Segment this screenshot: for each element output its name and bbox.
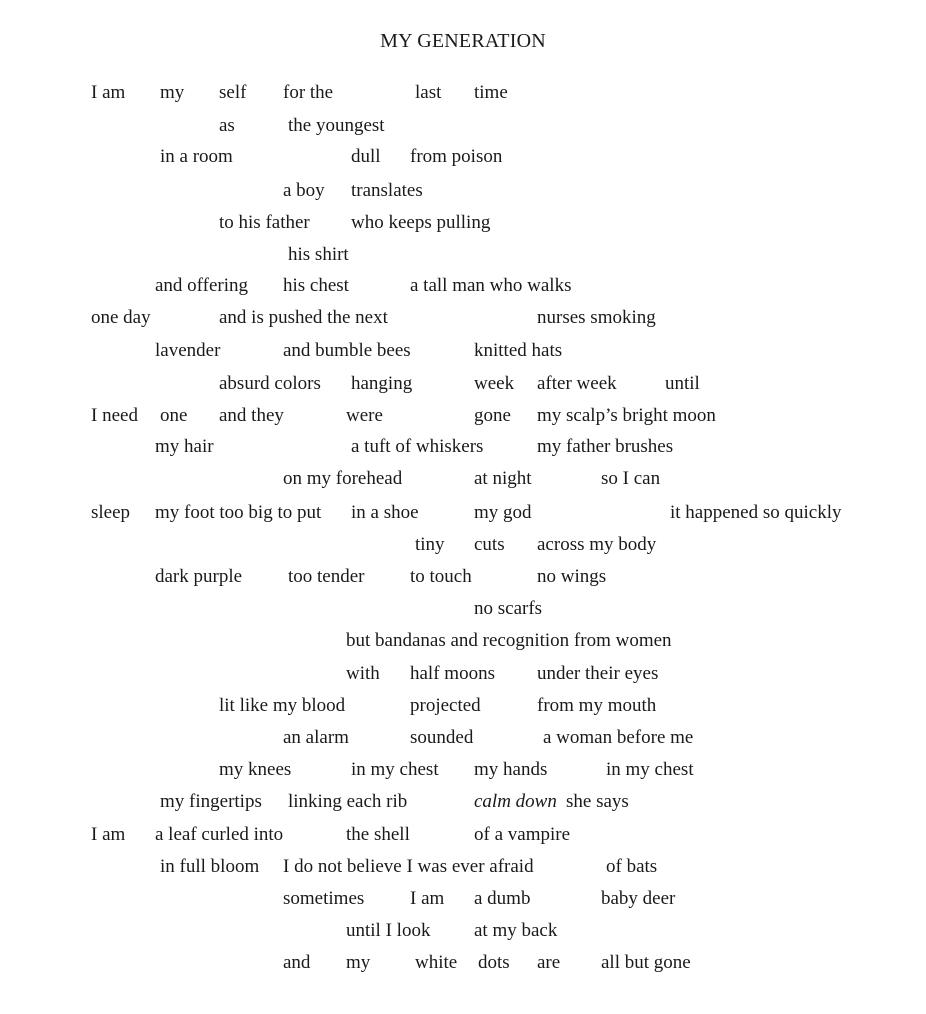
poem-fragment: to his father: [219, 212, 310, 233]
poem-fragment: self: [219, 82, 247, 103]
poem-fragment: a tuft of whiskers: [351, 436, 484, 457]
poem-fragment: in a shoe: [351, 502, 419, 523]
poem-fragment: she says: [566, 791, 629, 812]
poem-fragment: dull: [351, 146, 381, 167]
poem-fragment: of bats: [606, 856, 658, 877]
poem-fragment: in full bloom: [160, 856, 260, 877]
poem-fragment: across my body: [537, 534, 657, 555]
poem-fragment: one day: [91, 307, 151, 328]
poem-fragment: lavender: [155, 340, 221, 361]
poem-fragment: in my chest: [606, 759, 694, 780]
poem-fragment: were: [346, 405, 383, 426]
poem-fragment: baby deer: [601, 888, 676, 909]
poem-fragment: and is pushed the next: [219, 307, 388, 328]
poem-fragment: and they: [219, 405, 284, 426]
poem-fragment: translates: [351, 180, 423, 201]
poem-fragment: gone: [474, 405, 511, 426]
poem-fragment: a tall man who walks: [410, 275, 572, 296]
poem-fragment: absurd colors: [219, 373, 321, 394]
poem-fragment: until: [665, 373, 700, 394]
poem-fragment: from poison: [410, 146, 503, 167]
poem-fragment: my hands: [474, 759, 548, 780]
poem-fragment: for the: [283, 82, 334, 103]
poem-fragment: last: [415, 82, 442, 103]
poem-fragment: I do not believe I was ever afraid: [283, 856, 534, 877]
poem-fragment: and bumble bees: [283, 340, 411, 361]
poem-fragment: a woman before me: [543, 727, 694, 748]
poem-fragment: linking each rib: [288, 791, 408, 812]
poem-fragment: an alarm: [283, 727, 349, 748]
poem-fragment: my scalp’s bright moon: [537, 405, 716, 426]
poem-fragment: my: [160, 82, 185, 103]
poem-fragment: who keeps pulling: [351, 212, 491, 233]
poem-fragment: week: [474, 373, 515, 394]
poem-fragment: under their eyes: [537, 663, 659, 684]
poem-fragment: no scarfs: [474, 598, 543, 619]
poem-fragment: sometimes: [283, 888, 365, 909]
poem-fragment: after week: [537, 373, 617, 394]
poem-fragment: calm down: [474, 791, 557, 812]
poem-fragment: sounded: [410, 727, 474, 748]
poem-fragment: lit like my blood: [219, 695, 346, 716]
poem-fragment: at my back: [474, 920, 558, 941]
poem-fragment: in a room: [160, 146, 233, 167]
poem-fragment: tiny: [415, 534, 445, 555]
poem-fragment: the youngest: [288, 115, 385, 136]
poem-fragment: a leaf curled into: [155, 824, 284, 845]
poem-fragment: time: [474, 82, 508, 103]
poem-fragment: knitted hats: [474, 340, 563, 361]
poem-fragment: too tender: [288, 566, 365, 587]
poem-fragment: on my forehead: [283, 468, 403, 489]
poem-fragment: a dumb: [474, 888, 531, 909]
poem-fragment: nurses smoking: [537, 307, 656, 328]
poem-title: MY GENERATION: [380, 30, 546, 52]
poem-fragment: with: [346, 663, 380, 684]
poem-fragment: I am: [91, 82, 126, 103]
poem-fragment: dark purple: [155, 566, 243, 587]
poem-fragment: a boy: [283, 180, 325, 201]
poem-fragment: all but gone: [601, 952, 691, 973]
poem-fragment: dots: [478, 952, 510, 973]
poem-fragment: as: [219, 115, 235, 136]
poem-fragment: hanging: [351, 373, 413, 394]
poem-fragment: are: [537, 952, 561, 973]
poem-fragment: and offering: [155, 275, 249, 296]
poem-fragment: in my chest: [351, 759, 439, 780]
poem-fragment: I am: [410, 888, 445, 909]
poem-fragment: until I look: [346, 920, 431, 941]
poem-fragment: my fingertips: [160, 791, 262, 812]
poem-fragment: I need: [91, 405, 138, 426]
poem-fragment: of a vampire: [474, 824, 571, 845]
poem-fragment: at night: [474, 468, 532, 489]
poem-fragment: but bandanas and recognition from women: [346, 630, 672, 651]
poem-fragment: his chest: [283, 275, 349, 296]
poem-fragment: my god: [474, 502, 532, 523]
poem-fragment: to touch: [410, 566, 472, 587]
poem-fragment: my father brushes: [537, 436, 674, 457]
poem-fragment: and: [283, 952, 311, 973]
poem-fragment: so I can: [601, 468, 661, 489]
poem-fragment: I am: [91, 824, 126, 845]
poem-fragment: cuts: [474, 534, 505, 555]
poem-fragment: the shell: [346, 824, 410, 845]
poem-fragment: it happened so quickly: [670, 502, 842, 523]
poem-fragment: his shirt: [288, 244, 349, 265]
poem-fragment: one: [160, 405, 188, 426]
poem-fragment: sleep: [91, 502, 131, 523]
poem-fragment: white: [415, 952, 458, 973]
poem-fragment: from my mouth: [537, 695, 657, 716]
poem-fragment: my hair: [155, 436, 214, 457]
poem-fragment: projected: [410, 695, 481, 716]
poem-fragment: my foot too big to put: [155, 502, 322, 523]
poem-fragment: no wings: [537, 566, 607, 587]
poem-fragment: my knees: [219, 759, 292, 780]
poem-fragment: half moons: [410, 663, 495, 684]
poem-fragment: my: [346, 952, 371, 973]
